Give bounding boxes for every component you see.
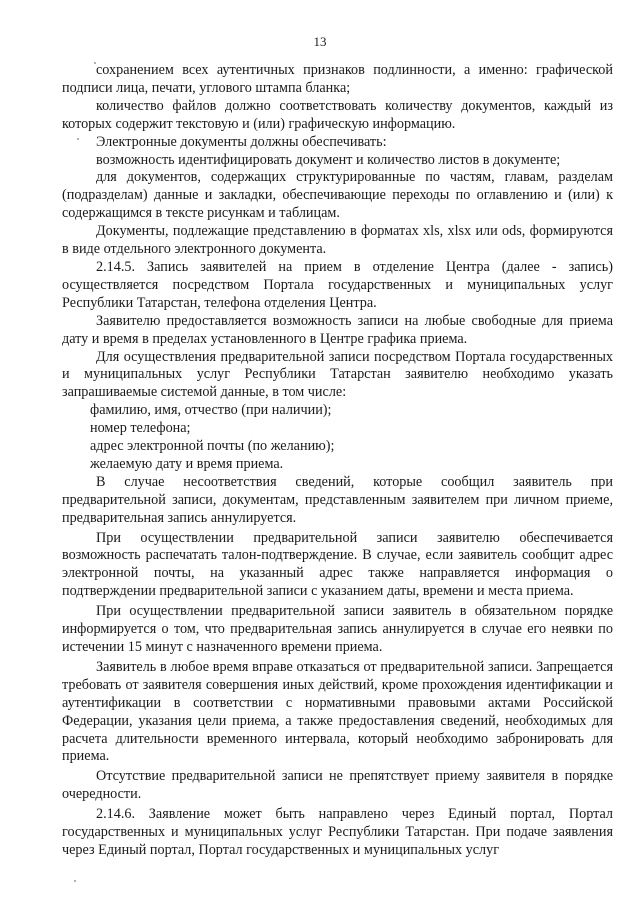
page-number: 13 — [313, 34, 327, 49]
paragraph: Документы, подлежащие представлению в форматах xls, xlsx или ods, формируются в виде отдельного электронного документа. — [62, 223, 613, 258]
paragraph: При осуществлении предварительной записи заявителю обеспечивается возможность распечатать талон-подтверждение. В случае, если заявитель сообщит адрес электронной почты, на указанный адрес также направляется информация о подтверждении предварительной записи с указанием даты, времени и места приема. — [62, 529, 613, 600]
paragraph: Для осуществления предварительной записи посредством Портала государственных и муниципальных услуг Республики Татарстан заявителю необходимо указать запрашиваемые системой данные, в том числе: — [62, 348, 613, 401]
paragraph: Отсутствие предварительной записи не препятствует приему заявителя в порядке очередности. — [62, 768, 613, 803]
scan-speck — [74, 880, 76, 882]
paragraph: В случае несоответствия сведений, которые сообщил заявитель при предварительной записи, документам, представленным заявителем при личном приеме, предварительная запись аннулируется. — [62, 473, 613, 526]
paragraph: для документов, содержащих структурированные по частям, главам, разделам (подразделам) данные и закладки, обеспечивающие переходы по оглавлению и (или) к содержащимся в тексте рисункам и таблицам. — [62, 169, 613, 222]
paragraph: сохранением всех аутентичных признаков подлинности, а именно: графической подписи лица, печати, углового штампа бланка; — [62, 62, 613, 96]
scan-speck — [77, 138, 79, 140]
paragraph: Заявитель в любое время вправе отказаться от предварительной записи. Запрещается требовать от заявителя совершения иных действий, кроме прохождения идентификации и аутентификации в соответствии с нормативными правовыми актами Российской Федерации, указания цели приема, а также предоставления сведений, необходимых для расчета длительности временного интервала, который необходимо забронировать для приема. — [62, 658, 613, 765]
paragraph: количество файлов должно соответствовать количеству документов, каждый из которых содержит текстовую и (или) графическую информацию. — [62, 97, 613, 132]
document-body — [62, 62, 613, 860]
paragraph: возможность идентифицировать документ и количество листов в документе; — [96, 151, 561, 168]
section-paragraph: 2.14.5. Запись заявителей на прием в отделение Центра (далее - запись) осуществляется посредством Портала государственных и муниципальных услуг Республики Татарстан, телефона отделения Центра. — [62, 258, 613, 311]
list-item: желаемую дату и время приема. — [90, 455, 284, 472]
scan-speck — [94, 62, 96, 64]
paragraph: При осуществлении предварительной записи заявитель в обязательном порядке информируется о том, что предварительная запись аннулируется в случае его неявки по истечении 15 минут с назначенного времени приема. — [62, 603, 613, 655]
list-item: фамилию, имя, отчество (при наличии); — [90, 402, 332, 419]
paragraph: Электронные документы должны обеспечивать: — [96, 133, 387, 150]
section-paragraph: 2.14.6. Заявление может быть направлено через Единый портал, Портал государственных и муниципальных услуг Республики Татарстан. При подаче заявления через Единый портал, Портал государственных и муниципальных услуг — [62, 806, 613, 858]
list-item: номер телефона; — [90, 420, 191, 437]
paragraph: Заявителю предоставляется возможность записи на любые свободные для приема дату и время в пределах установленного в Центре графика приема. — [62, 312, 613, 347]
list-item: адрес электронной почты (по желанию); — [90, 438, 335, 455]
